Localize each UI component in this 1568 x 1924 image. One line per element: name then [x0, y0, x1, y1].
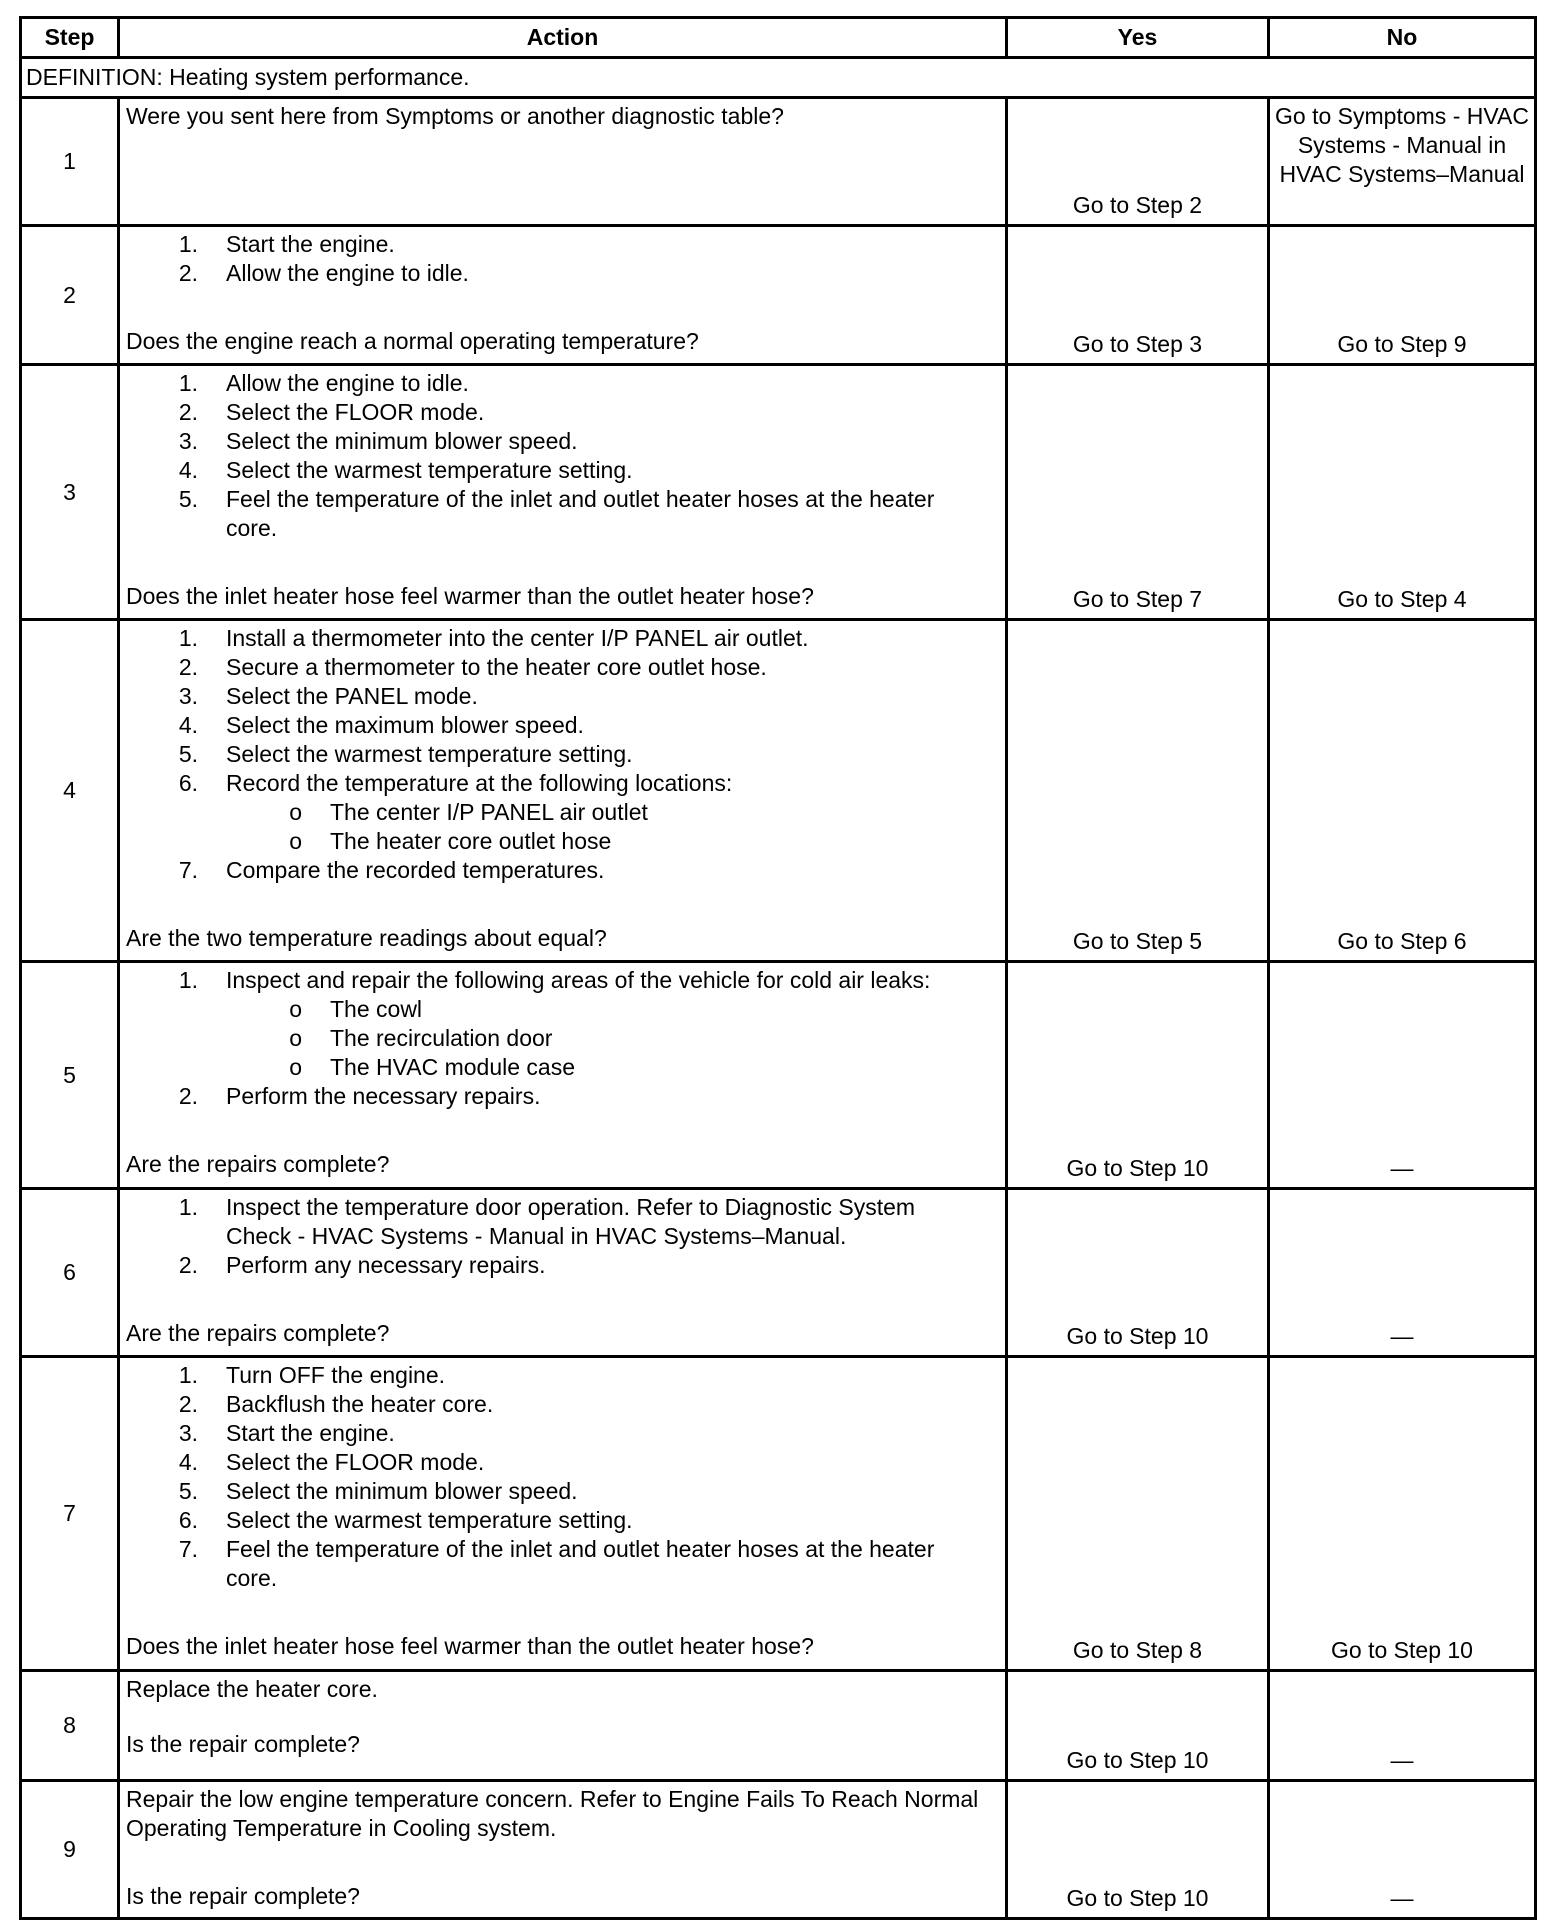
no-cell: Go to Step 10 [1269, 1357, 1536, 1671]
sub-list-item [126, 827, 999, 856]
item-number: 5. [178, 741, 198, 767]
item-text: Inspect and repair the following areas of the vehicle for cold air leaks: [226, 967, 931, 993]
list-item [126, 398, 999, 427]
item-number: 5. [178, 1478, 198, 1504]
item-text: Install a thermometer into the center I/P PANEL air outlet. [226, 625, 809, 651]
action-steps [126, 624, 999, 885]
action-question: Does the engine reach a normal operating temperature? [126, 328, 699, 354]
list-item [126, 682, 999, 711]
item-text: Allow the engine to idle. [226, 260, 469, 286]
list-item [126, 1361, 999, 1390]
list-item [126, 1448, 999, 1477]
table-row [21, 1357, 1536, 1671]
yes-cell: Go to Step 8 [1007, 1357, 1269, 1671]
list-item [126, 259, 999, 288]
item-number: 2. [178, 654, 198, 680]
definition-row [21, 58, 1536, 98]
action-steps [126, 1361, 999, 1593]
list-item [126, 1082, 999, 1111]
yes-cell: Go to Step 10 [1007, 1781, 1269, 1919]
header-no: No [1269, 18, 1536, 58]
sub-list-item [126, 1053, 999, 1082]
item-text: Select the minimum blower speed. [226, 1478, 578, 1504]
item-number: 5. [178, 486, 198, 512]
item-text: Select the warmest temperature setting. [226, 741, 633, 767]
item-text: Select the minimum blower speed. [226, 428, 578, 454]
item-text: Turn OFF the engine. [226, 1362, 446, 1388]
header-row [21, 18, 1536, 58]
action-cell [119, 1671, 1007, 1781]
sub-list-item [126, 1024, 999, 1053]
list-item [126, 1390, 999, 1419]
item-text: Feel the temperature of the inlet and outlet heater hoses at the heater core. [226, 486, 935, 541]
item-number: 3. [178, 1420, 198, 1446]
action-cell [119, 1357, 1007, 1671]
action-cell [119, 962, 1007, 1189]
item-number: 3. [178, 683, 198, 709]
item-number: 2. [178, 260, 198, 286]
action-text: Repair the low engine temperature concern. Refer to Engine Fails To Reach Normal Operating Temperature in Cooling system. [126, 1786, 979, 1841]
item-text: Compare the recorded temperatures. [226, 857, 605, 883]
step-number: 1 [21, 98, 119, 226]
definition-cell [21, 58, 1536, 98]
no-cell: — [1269, 1189, 1536, 1357]
sub-bullet: o [289, 996, 302, 1022]
yes-cell: Go to Step 10 [1007, 1189, 1269, 1357]
list-item [126, 769, 999, 798]
list-item [126, 1251, 999, 1280]
step-number: 3 [21, 365, 119, 620]
sub-item-text: The heater core outlet hose [330, 828, 612, 854]
item-number: 1. [178, 370, 198, 396]
item-text: Feel the temperature of the inlet and outlet heater hoses at the heater core. [226, 1536, 935, 1591]
sub-bullet: o [289, 1054, 302, 1080]
sub-item-text: The recirculation door [330, 1025, 553, 1051]
sub-bullet: o [289, 828, 302, 854]
step-number: 7 [21, 1357, 119, 1671]
table-row [21, 620, 1536, 962]
no-cell: Go to Step 4 [1269, 365, 1536, 620]
item-text: Select the FLOOR mode. [226, 399, 485, 425]
item-text: Select the maximum blower speed. [226, 712, 584, 738]
item-text: Inspect the temperature door operation. Refer to Diagnostic System Check - HVAC Systems - Manual in HVAC Systems–Manual. [226, 1194, 916, 1249]
action-cell [119, 620, 1007, 962]
yes-cell: Go to Step 7 [1007, 365, 1269, 620]
action-steps [126, 966, 999, 1111]
step-number: 4 [21, 620, 119, 962]
item-number: 2. [178, 399, 198, 425]
item-text: Perform any necessary repairs. [226, 1252, 546, 1278]
no-cell: — [1269, 1781, 1536, 1919]
action-cell [119, 1781, 1007, 1919]
action-cell [119, 98, 1007, 226]
action-steps [126, 1193, 999, 1280]
table-row [21, 1781, 1536, 1919]
item-number: 6. [178, 1507, 198, 1533]
table-row [21, 1671, 1536, 1781]
item-number: 7. [178, 1536, 198, 1562]
definition-label: DEFINITION: [26, 64, 163, 90]
sub-bullet: o [289, 799, 302, 825]
yes-cell: Go to Step 5 [1007, 620, 1269, 962]
action-cell [119, 1189, 1007, 1357]
table-row [21, 98, 1536, 226]
item-text: Select the FLOOR mode. [226, 1449, 485, 1475]
action-question: Are the repairs complete? [126, 1151, 390, 1177]
item-number: 2. [178, 1391, 198, 1417]
list-item [126, 1419, 999, 1448]
list-item [126, 1477, 999, 1506]
list-item [126, 456, 999, 485]
list-item [126, 427, 999, 456]
item-number: 1. [178, 967, 198, 993]
item-text: Select the warmest temperature setting. [226, 1507, 633, 1533]
item-text: Allow the engine to idle. [226, 370, 469, 396]
yes-cell: Go to Step 10 [1007, 962, 1269, 1189]
action-question: Does the inlet heater hose feel warmer than the outlet heater hose? [126, 1633, 814, 1659]
list-item [126, 1506, 999, 1535]
action-question: Is the repair complete? [126, 1731, 360, 1757]
list-item [126, 711, 999, 740]
item-number: 1. [178, 1194, 198, 1220]
sub-list-item [126, 995, 999, 1024]
item-number: 6. [178, 770, 198, 796]
list-item [126, 966, 999, 995]
action-text: Replace the heater core. [126, 1676, 378, 1702]
no-cell: Go to Step 6 [1269, 620, 1536, 962]
list-item [126, 230, 999, 259]
item-number: 4. [178, 1449, 198, 1475]
table-row [21, 226, 1536, 365]
item-text: Start the engine. [226, 231, 395, 257]
no-cell: — [1269, 962, 1536, 1189]
item-number: 3. [178, 428, 198, 454]
table-row [21, 962, 1536, 1189]
list-item [126, 1535, 999, 1593]
item-text: Backflush the heater core. [226, 1391, 494, 1417]
action-question: Are the two temperature readings about equal? [126, 925, 607, 951]
step-number: 6 [21, 1189, 119, 1357]
header-step: Step [21, 18, 119, 58]
step-number: 9 [21, 1781, 119, 1919]
header-yes: Yes [1007, 18, 1269, 58]
action-question: Does the inlet heater hose feel warmer than the outlet heater hose? [126, 583, 814, 609]
sub-item-text: The center I/P PANEL air outlet [330, 799, 648, 825]
item-number: 1. [178, 231, 198, 257]
definition-text: Heating system performance. [169, 64, 470, 90]
sub-item-text: The HVAC module case [330, 1054, 576, 1080]
sub-item-text: The cowl [330, 996, 423, 1022]
yes-cell: Go to Step 10 [1007, 1671, 1269, 1781]
list-item [126, 369, 999, 398]
action-steps [126, 369, 999, 543]
sub-list-item [126, 798, 999, 827]
item-text: Start the engine. [226, 1420, 395, 1446]
list-item [126, 653, 999, 682]
item-number: 1. [178, 625, 198, 651]
action-cell [119, 365, 1007, 620]
item-text: Perform the necessary repairs. [226, 1083, 541, 1109]
step-number: 2 [21, 226, 119, 365]
list-item [126, 740, 999, 769]
diagnostic-table [19, 16, 1537, 1920]
table-row [21, 365, 1536, 620]
sub-bullet: o [289, 1025, 302, 1051]
list-item [126, 1193, 999, 1251]
list-item [126, 624, 999, 653]
item-text: Record the temperature at the following locations: [226, 770, 733, 796]
no-cell: Go to Step 9 [1269, 226, 1536, 365]
item-number: 2. [178, 1252, 198, 1278]
yes-cell: Go to Step 2 [1007, 98, 1269, 226]
item-number: 7. [178, 857, 198, 883]
item-text: Select the warmest temperature setting. [226, 457, 633, 483]
list-item [126, 856, 999, 885]
item-text: Select the PANEL mode. [226, 683, 478, 709]
list-item [126, 485, 999, 543]
action-question: Is the repair complete? [126, 1883, 360, 1909]
action-steps [126, 230, 999, 288]
action-cell [119, 226, 1007, 365]
no-cell: Go to Symptoms - HVAC Systems - Manual in HVAC Systems–Manual [1269, 98, 1536, 226]
yes-cell: Go to Step 3 [1007, 226, 1269, 365]
step-number: 5 [21, 962, 119, 1189]
header-action: Action [119, 18, 1007, 58]
item-number: 4. [178, 712, 198, 738]
no-cell: — [1269, 1671, 1536, 1781]
action-text: Were you sent here from Symptoms or another diagnostic table? [126, 103, 784, 129]
item-number: 2. [178, 1083, 198, 1109]
item-number: 1. [178, 1362, 198, 1388]
action-question: Are the repairs complete? [126, 1320, 390, 1346]
item-text: Secure a thermometer to the heater core outlet hose. [226, 654, 767, 680]
item-number: 4. [178, 457, 198, 483]
table-row [21, 1189, 1536, 1357]
step-number: 8 [21, 1671, 119, 1781]
